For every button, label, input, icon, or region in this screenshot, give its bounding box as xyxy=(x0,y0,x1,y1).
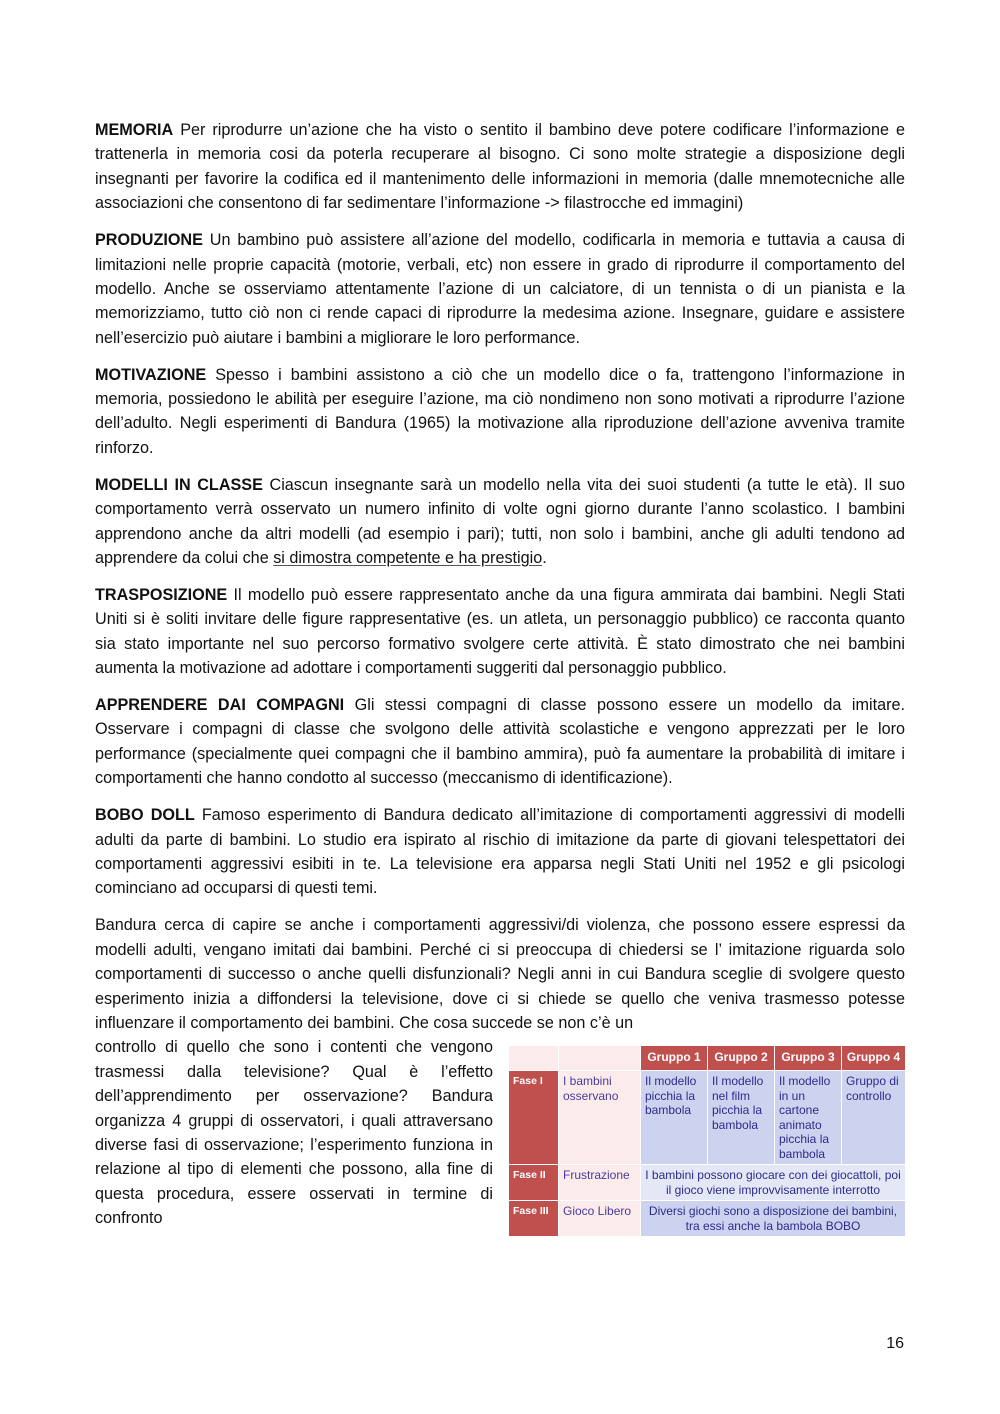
heading-motivazione: MOTIVAZIONE xyxy=(95,365,207,384)
phase-1-label: Fase I xyxy=(509,1071,559,1165)
group-1-header: Gruppo 1 xyxy=(641,1046,708,1071)
paragraph-motivazione xyxy=(95,363,905,461)
heading-produzione: PRODUZIONE xyxy=(95,231,203,250)
paragraph-bandura-continued: controllo di quello che sono i contenti che vengono trasmessi dalla televisione? Qual è l’effetto dell’apprendimento per osservazione? Bandura organizza 4 gruppi di osservatori, i quali attraversano diverse fasi di osservazione; l’esperimento funziona in relazione al tipo di elementi che possono, alla fine di questa procedura, essere osservati in termine di confronto xyxy=(95,1038,493,1228)
table-corner-cell-2 xyxy=(559,1046,641,1071)
paragraph-memoria xyxy=(95,118,905,216)
text-trasposizione: Il modello può essere rappresentato anche da una figura ammirata dai bambini. Negli Stati Uniti si è soliti invitare delle figure rappresentative (es. un atleta, un personaggio pubblico) ce racconta quanto sia stato importante nel suo percorso formativo svolgere certe attività. È stato dimostrato che nei bambini aumenta la motivazione ad adottare i comportamenti suggeriti dal personaggio pubblico. xyxy=(95,585,905,678)
phase-1-group-2: Il modello nel film picchia la bambola xyxy=(708,1071,775,1165)
paragraph-bandura: Bandura cerca di capire se anche i comportamenti aggressivi/di violenza, che possono essere espressi da modelli adulti, vengano imitati dai bambini. Perché ci si preoccupa di chiedersi se l’ imitazione riguarda solo comportamenti di successo o anche quelli disfunzionali? Negli anni in cui Bandura sceglie di svolgere questo esperimento inizia a diffondersi la televisione, dove ci si chiede se quello che veniva trasmesso potesse influenzare il comportamento dei bambini. Che cosa succede se non c’è un xyxy=(95,916,905,1032)
link-competente-prestigio[interactable]: si dimostra competente e ha prestigio xyxy=(273,549,543,567)
group-2-header: Gruppo 2 xyxy=(708,1046,775,1071)
table-row-fase-3 xyxy=(509,1201,906,1237)
heading-memoria: MEMORIA xyxy=(95,121,174,139)
page-number: 16 xyxy=(886,1335,904,1352)
table-header-row xyxy=(509,1046,906,1071)
text-produzione: Un bambino può assistere all’azione del modello, codificarla in memoria e tuttavia a causa di limitazioni nelle proprie capacità (motorie, verbali, etc) non essere in grado di riprodurre il comportamento del modello. Anche se osserviamo attentamente l’azione di un calciatore, di un tennista o di un pianista e la memorizziamo, tutto ciò non ci rende capaci di riprodurre la medesima azione. Insegnare, guidare e assistere nell’esercizio può aiutare i bambini a migliorare le loro performance. xyxy=(95,231,905,347)
phase-3-desc: Gioco Libero xyxy=(559,1201,641,1237)
text-modelli-end: . xyxy=(542,549,547,567)
phase-3-label: Fase III xyxy=(509,1201,559,1237)
phase-1-group-4: Gruppo di controllo xyxy=(842,1071,906,1165)
text-with-figure xyxy=(95,1035,905,1233)
heading-modelli-in-classe: MODELLI IN CLASSE xyxy=(95,475,263,494)
phase-2-label: Fase II xyxy=(509,1165,559,1201)
group-3-header: Gruppo 3 xyxy=(775,1046,842,1071)
text-apprendere-dai-compagni: Gli stessi compagni di classe possono essere un modello da imitare. Osservare i compagni di classe che svolgono delle attività scolastiche e vengono apprezzati per le loro performance (specialmente quei compagni che il bambino ammira), può fa aumentare la probabilità di imitare i comportamenti che hanno condotto al successo (meccanismo di identificazione). xyxy=(95,696,905,788)
paragraph-trasposizione xyxy=(95,583,905,681)
text-motivazione: Spesso i bambini assistono a ciò che un modello dice o fa, trattengono l’informazione in memoria, possiedono le abilità per eseguire l’azione, ma ciò nondimeno non sono motivati a riprodurre l’azione dell’adulto. Negli esperimenti di Bandura (1965) la motivazione alla riproduzione dell’azione avveniva tramite rinforzo. xyxy=(95,365,905,457)
phase-2-text: I bambini possono giocare con dei giocattoli, poi il gioco viene improvvisamente interrotto xyxy=(641,1165,906,1201)
document-body xyxy=(95,118,905,1231)
table-row-fase-1 xyxy=(509,1071,906,1165)
phase-2-desc: Frustrazione xyxy=(559,1165,641,1201)
paragraph-apprendere-dai-compagni xyxy=(95,693,905,791)
paragraph-modelli-in-classe xyxy=(95,473,905,571)
phase-1-desc: I bambini osservano xyxy=(559,1071,641,1165)
bobo-experiment-table-figure xyxy=(508,1045,905,1237)
text-memoria: Per riprodurre un’azione che ha visto o sentito il bambino deve potere codificare l’informazione e trattenerla in memoria cosi da poterla recuperare al bisogno. Ci sono molte strategie a disposizione degli insegnanti per favorire la codifica ed il mantenimento delle informazioni in memoria (dalle mnemotecniche alle associazioni che consentono di far sedimentare l’informazione -> filastrocche ed immagini) xyxy=(95,121,905,213)
phase-1-group-1: Il modello picchia la bambola xyxy=(641,1071,708,1165)
heading-bobo-doll: BOBO DOLL xyxy=(95,806,195,825)
table-row-fase-2 xyxy=(509,1165,906,1201)
text-bobo-doll: Famoso esperimento di Bandura dedicato all’imitazione di comportamenti aggressivi di modelli adulti da parte di bambini. Lo studio era ispirato al rischio di imitazione da parte di giovani telespettatori dei comportamenti aggressivi esibiti in te. La televisione era apparsa negli Stati Uniti nel 1952 e gli psicologi cominciano ad occuparsi di questi temi. xyxy=(95,806,905,898)
heading-apprendere-dai-compagni: APPRENDERE DAI COMPAGNI xyxy=(95,696,345,715)
table-corner-cell xyxy=(509,1046,559,1071)
paragraph-bobo-doll xyxy=(95,803,905,901)
group-4-header: Gruppo 4 xyxy=(842,1046,906,1071)
paragraph-produzione xyxy=(95,228,905,350)
phase-3-text: Diversi giochi sono a disposizione dei bambini, tra essi anche la bambola BOBO xyxy=(641,1201,906,1237)
text-modelli-in-classe: Ciascun insegnante sarà un modello nella vita dei suoi studenti (a tutte le età). Il suo comportamento verrà osservato un numero infinito di volte ogni giorno durante l’anno scolastico. I bambini apprendono anche da altri modelli (ad esempio i pari); tutti, non solo i bambini, anche gli adulti tendono ad apprendere da colui che xyxy=(95,475,905,567)
bobo-experiment-table xyxy=(508,1045,906,1237)
heading-trasposizione: TRASPOSIZIONE xyxy=(95,585,228,604)
phase-1-group-3: Il modello in un cartone animato picchia la bambola xyxy=(775,1071,842,1165)
